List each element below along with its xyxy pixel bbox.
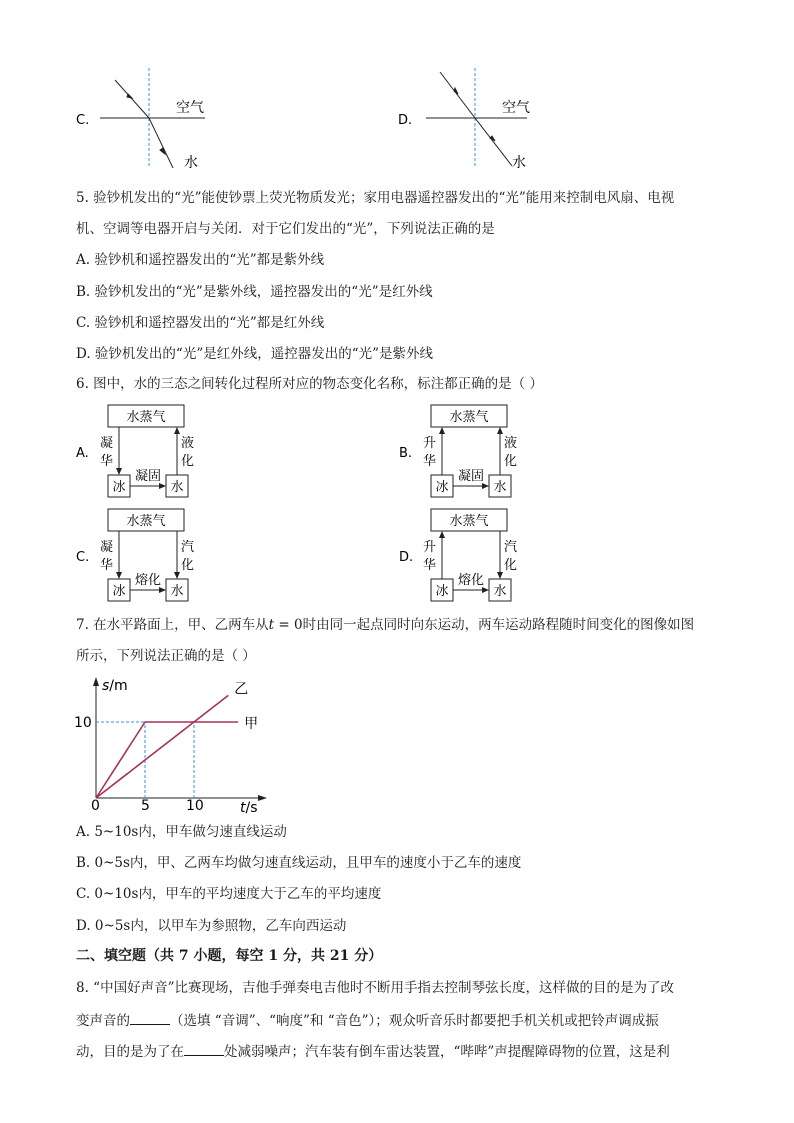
label-air: 空气 [176, 100, 204, 116]
option-letter: D. [399, 550, 414, 565]
section-heading: 二、填空题（共 7 小题，每空 1 分，共 21 分） [76, 948, 383, 964]
label-ice: 冰 [112, 480, 126, 495]
refracted-ray [149, 118, 173, 168]
label-right-2: 化 [504, 558, 518, 573]
q5-option-d: D. 验钞机发出的“光”是红外线，遥控器发出的“光”是紫外线 [76, 346, 434, 362]
arrow-up-icon [439, 427, 445, 434]
arrow-down-icon [116, 468, 122, 475]
x-tick-label-10: 10 [186, 798, 204, 814]
q7-stem-line1 [76, 616, 694, 634]
series-label-0: 甲 [244, 716, 259, 732]
y-axis-arrow-icon [93, 677, 99, 686]
answer-blank[interactable] [184, 1041, 224, 1056]
q5-stem-line2: 机、空调等电器开启与关闭．对于它们发出的“光”，下列说法正确的是 [76, 221, 495, 237]
label-vapor: 水蒸气 [449, 514, 489, 529]
q8-line1: 8. “中国好声音”比赛现场，吉他手弹奏电吉他时不断用手指去控制琴弦长度，这样做的目的是为了改 [76, 980, 674, 996]
label-left-2: 华 [423, 454, 437, 469]
ray-upper [440, 72, 475, 118]
q8-line2-part-a: 变声音的 [76, 1013, 130, 1029]
label-bottom: 凝固 [457, 469, 485, 484]
x-axis-unit: /s [245, 800, 258, 814]
refraction-figure-d [392, 64, 572, 174]
q6-stem: 6. 图中，水的三态之间转化过程所对应的物态变化名称，标注都正确的是（ ） [76, 376, 543, 392]
incident-ray [115, 80, 149, 118]
label-right-1: 汽 [181, 540, 195, 555]
label-left-1: 凝 [100, 436, 114, 451]
q5-option-a: A. 验钞机和遥控器发出的“光”都是紫外线 [76, 252, 325, 268]
q8-line2 [76, 1010, 659, 1030]
label-left-1: 升 [423, 540, 437, 555]
state-diagram-a [70, 402, 210, 502]
label-right-2: 化 [181, 454, 195, 469]
label-right-1: 液 [181, 436, 195, 451]
origin-label: 0 [91, 798, 100, 814]
label-left-2: 华 [100, 454, 114, 469]
label-bottom: 熔化 [457, 573, 485, 588]
q8-line3-part-a: 动，目的是为了在 [76, 1044, 184, 1060]
label-right-2: 化 [181, 558, 195, 573]
q5-option-c: C. 验钞机和遥控器发出的“光”都是红外线 [76, 315, 325, 331]
series-line-0 [96, 722, 238, 798]
refraction-figure-c [70, 64, 250, 174]
option-letter-d: D. [398, 113, 413, 128]
label-right-1: 汽 [504, 540, 518, 555]
q5-option-b: B. 验钞机发出的“光”是紫外线，遥控器发出的“光”是红外线 [76, 284, 433, 300]
label-left-2: 华 [100, 558, 114, 573]
label-right-1: 液 [504, 436, 518, 451]
arrow-icon [127, 94, 132, 98]
q5-stem-line1: 5. 验钞机发出的“光”能使钞票上荧光物质发光；家用电器遥控器发出的“光”能用来控制电风扇、电视 [76, 190, 675, 206]
label-water: 水 [512, 155, 526, 171]
answer-blank[interactable] [130, 1010, 170, 1025]
y-axis-label [102, 678, 128, 694]
q7-stem-line2: 所示，下列说法正确的是（ ） [76, 648, 256, 664]
label-ice: 冰 [112, 584, 126, 599]
label-water: 水 [493, 584, 507, 599]
x-tick-label-5: 5 [141, 798, 150, 814]
label-water: 水 [493, 480, 507, 495]
arrow-icon [454, 88, 458, 94]
x-axis-arrow-icon [258, 795, 267, 801]
q7-option-a: A. 5~10s内，甲车做匀速直线运动 [76, 824, 287, 840]
state-diagram-c [70, 506, 210, 606]
label-ice: 冰 [435, 584, 449, 599]
label-bottom: 凝固 [134, 469, 162, 484]
distance-time-chart [72, 672, 272, 814]
arrow-down-icon [497, 572, 503, 579]
ray-lower [475, 118, 512, 166]
option-letter-c: C. [76, 113, 90, 128]
label-vapor: 水蒸气 [126, 514, 166, 529]
q7-stem-part-b: 时由同一起点同时向东运动，两车运动路程随时间变化的图像如图 [302, 617, 695, 633]
q7-option-c: C. 0~10s内，甲车的平均速度大于乙车的平均速度 [76, 886, 382, 902]
series-label-1: 乙 [234, 681, 249, 698]
y-tick-label-10: 10 [74, 715, 92, 731]
label-water: 水 [170, 480, 184, 495]
option-letter: B. [399, 446, 413, 461]
label-ice: 冰 [435, 480, 449, 495]
q8-line3-part-b: 处减弱噪声；汽车装有倒车雷达装置，“哔哔”声提醒障碍物的位置，这是利 [224, 1044, 670, 1060]
q7-stem-eq: = 0 [274, 617, 303, 633]
label-vapor: 水蒸气 [126, 410, 166, 425]
q7-stem-var-t: t [268, 617, 275, 633]
arrow-down-icon [116, 572, 122, 579]
option-letter: C. [76, 550, 90, 565]
option-letter: A. [76, 446, 89, 461]
q7-option-b: B. 0~5s内，甲、乙两车均做匀速直线运动，且甲车的速度小于乙车的速度 [76, 855, 522, 871]
label-air: 空气 [502, 100, 530, 116]
series-line-1 [96, 695, 228, 798]
label-right-2: 化 [504, 454, 518, 469]
x-axis-label [240, 800, 258, 814]
q8-line3 [76, 1041, 670, 1061]
arrow-down-icon [174, 572, 180, 579]
state-diagram-b [393, 402, 533, 502]
label-left-1: 升 [423, 436, 437, 451]
arrow-up-icon [439, 531, 445, 538]
label-water: 水 [170, 584, 184, 599]
label-left-1: 凝 [100, 540, 114, 555]
label-bottom: 熔化 [134, 573, 162, 588]
label-water: 水 [184, 155, 198, 171]
label-vapor: 水蒸气 [449, 410, 489, 425]
q7-option-d: D. 0~5s内，以甲车为参照物，乙车向西运动 [76, 918, 347, 934]
label-left-2: 华 [423, 558, 437, 573]
y-axis-var: s [102, 678, 110, 694]
arrow-up-icon [174, 427, 180, 434]
state-diagram-d [393, 506, 533, 606]
q8-line2-part-b: （选填 “音调”、“响度”和 “音色”）；观众听音乐时都要把手机关机或把铃声调成振 [170, 1013, 659, 1029]
y-axis-unit: /m [109, 678, 128, 694]
arrow-up-icon [497, 427, 503, 434]
q7-stem-part-a: 7. 在水平路面上，甲、乙两车从 [76, 617, 269, 633]
x-axis-var: t [240, 800, 246, 814]
